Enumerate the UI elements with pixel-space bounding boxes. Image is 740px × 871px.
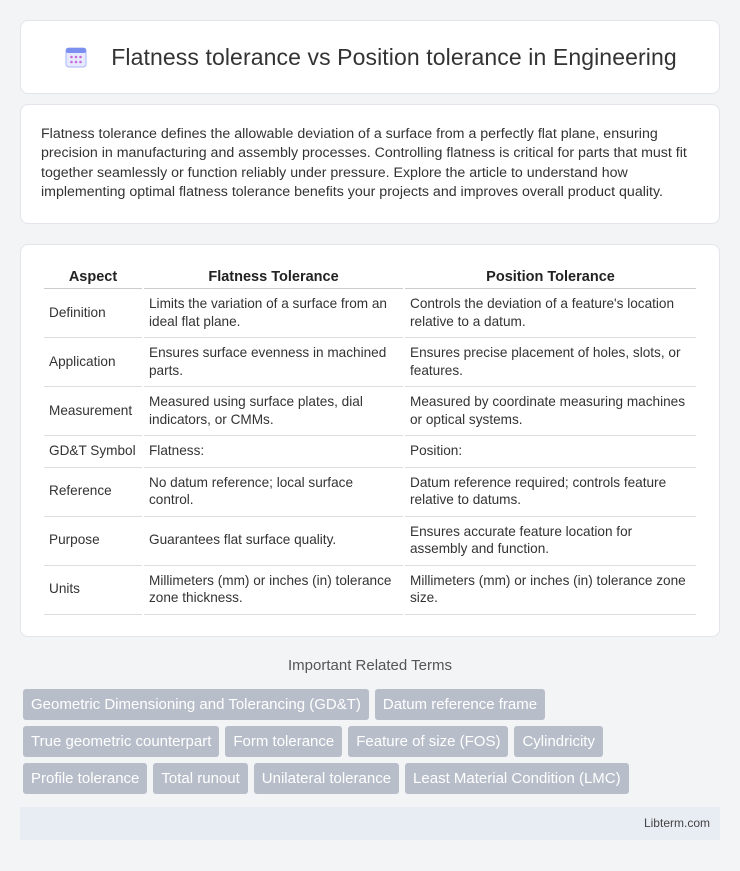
table-row: [44, 387, 696, 436]
intro-paragraph: Flatness tolerance defines the allowable deviation of a surface from a perfectly flat plane, ensuring precision in manufacturing and assembly processes. Controlling flatness is critical for parts that must fit together seamlessly or function reliably under pressure. Explore the article to understand how implementing optimal flatness tolerance benefits your projects and improves overall product quality.: [41, 126, 687, 201]
tag-profile-tolerance[interactable]: Profile tolerance: [23, 763, 147, 794]
page-title: Flatness tolerance vs Position tolerance in Engineering: [111, 43, 677, 70]
row-position: Measured by coordinate measuring machines or optical systems.: [405, 387, 696, 436]
related-terms-tags: [23, 689, 723, 800]
row-aspect: Units: [44, 566, 142, 615]
row-position: Ensures precise placement of holes, slots, or features.: [405, 338, 696, 387]
header-position: Position Tolerance: [405, 265, 696, 289]
row-aspect: Reference: [44, 468, 142, 517]
row-position: Ensures accurate feature location for assembly and function.: [405, 517, 696, 566]
tag-row: [23, 763, 723, 794]
footer-site-link[interactable]: Libterm.com: [643, 816, 710, 830]
row-flatness: Ensures surface evenness in machined parts.: [144, 338, 403, 387]
table-row: [44, 338, 696, 387]
table-row: [44, 468, 696, 517]
tag-row: [23, 726, 723, 757]
table-header-row: [44, 265, 696, 289]
tag-unilateral-tolerance[interactable]: Unilateral tolerance: [254, 763, 399, 794]
table-row: [44, 517, 696, 566]
header-aspect: Aspect: [44, 265, 142, 289]
footer: [20, 807, 720, 840]
row-position: Millimeters (mm) or inches (in) tolerance zone size.: [405, 566, 696, 615]
row-flatness: No datum reference; local surface control.: [144, 468, 403, 517]
table-row: [44, 289, 696, 338]
tag-row: [23, 689, 723, 720]
header-flatness: Flatness Tolerance: [144, 265, 403, 289]
row-position: Position:: [405, 436, 696, 468]
row-flatness: Millimeters (mm) or inches (in) tolerance zone thickness.: [144, 566, 403, 615]
calendar-grid-icon: [63, 44, 89, 70]
tag-lmc[interactable]: Least Material Condition (LMC): [405, 763, 629, 794]
row-aspect: Application: [44, 338, 142, 387]
title-card: [20, 20, 720, 94]
tag-datum-reference-frame[interactable]: Datum reference frame: [375, 689, 545, 720]
tag-form-tolerance[interactable]: Form tolerance: [225, 726, 342, 757]
row-flatness: Limits the variation of a surface from an ideal flat plane.: [144, 289, 403, 338]
table-row: [44, 436, 696, 468]
row-aspect: Purpose: [44, 517, 142, 566]
tag-feature-of-size[interactable]: Feature of size (FOS): [348, 726, 508, 757]
related-terms-heading: Important Related Terms: [288, 657, 452, 674]
row-flatness: Measured using surface plates, dial indicators, or CMMs.: [144, 387, 403, 436]
intro-card: [20, 104, 720, 224]
row-aspect: Measurement: [44, 387, 142, 436]
row-position: Controls the deviation of a feature's location relative to a datum.: [405, 289, 696, 338]
row-aspect: GD&T Symbol: [44, 436, 142, 468]
table-row: [44, 566, 696, 615]
row-aspect: Definition: [44, 289, 142, 338]
comparison-card: [20, 244, 720, 637]
row-flatness: Flatness:: [144, 436, 403, 468]
row-flatness: Guarantees flat surface quality.: [144, 517, 403, 566]
tag-cylindricity[interactable]: Cylindricity: [514, 726, 603, 757]
tag-gdt[interactable]: Geometric Dimensioning and Tolerancing (GD&T): [23, 689, 369, 720]
tag-true-geometric-counterpart[interactable]: True geometric counterpart: [23, 726, 219, 757]
row-position: Datum reference required; controls feature relative to datums.: [405, 468, 696, 517]
tag-total-runout[interactable]: Total runout: [153, 763, 247, 794]
comparison-table: [42, 265, 698, 615]
